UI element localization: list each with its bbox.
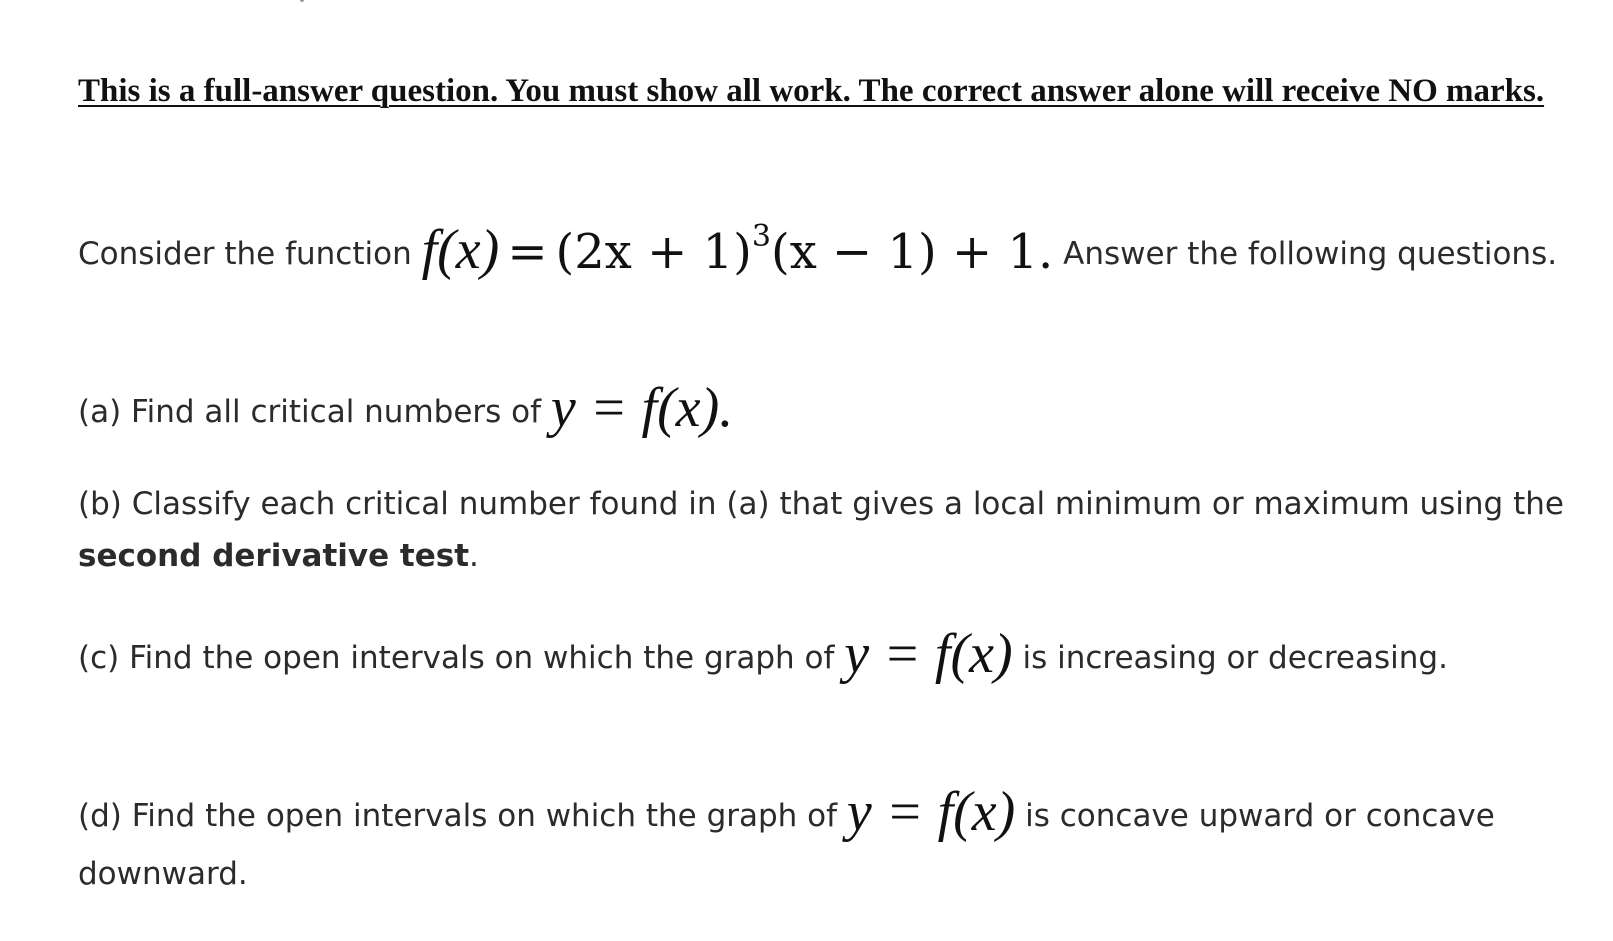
- part-d-text: (d) Find the open intervals on which the graph of: [78, 798, 847, 834]
- part-b: [78, 478, 1578, 582]
- function-period: .: [1038, 224, 1054, 280]
- part-c-math: [844, 623, 1013, 685]
- part-a-math: [550, 377, 734, 439]
- part-a: [78, 377, 1578, 441]
- problem-statement: [78, 219, 1578, 283]
- part-b-bold-term: second derivative test: [78, 538, 470, 574]
- part-c-equation: y = f(x): [844, 623, 1013, 685]
- part-d: [78, 781, 1578, 903]
- function-lhs: f(x): [421, 219, 500, 281]
- part-b-tail: .: [469, 538, 479, 574]
- part-a-equation: y = f(x).: [550, 377, 734, 439]
- part-c: [78, 623, 1578, 687]
- full-answer-notice: This is a full-answer question. You must show all work. The correct answer alone will receive NO marks.: [78, 73, 1545, 109]
- part-a-text: (a) Find all critical numbers of: [78, 394, 551, 430]
- function-definition: [421, 219, 1054, 281]
- part-c-text: (c) Find the open intervals on which the graph of: [78, 640, 845, 676]
- part-d-math: [846, 781, 1016, 843]
- factor-one: (2x + 1): [555, 224, 752, 280]
- exponent: 3: [751, 219, 771, 254]
- part-c-tail: is increasing or decreasing.: [1012, 640, 1448, 676]
- equals-sign: =: [507, 224, 548, 280]
- problem-intro-text: Consider the function: [78, 236, 412, 272]
- problem-intro-tail: Answer the following questions.: [1053, 236, 1558, 272]
- part-d-tail: is concave upward or concave downward.: [78, 798, 1495, 892]
- part-d-equation: y = f(x): [846, 781, 1016, 843]
- part-b-text: (b) Classify each critical number found in (a) that gives a local minimum or maximum using the: [78, 486, 1564, 522]
- top-edge-artifact: [300, 0, 304, 2]
- factor-two: (x − 1) + 1: [770, 224, 1039, 280]
